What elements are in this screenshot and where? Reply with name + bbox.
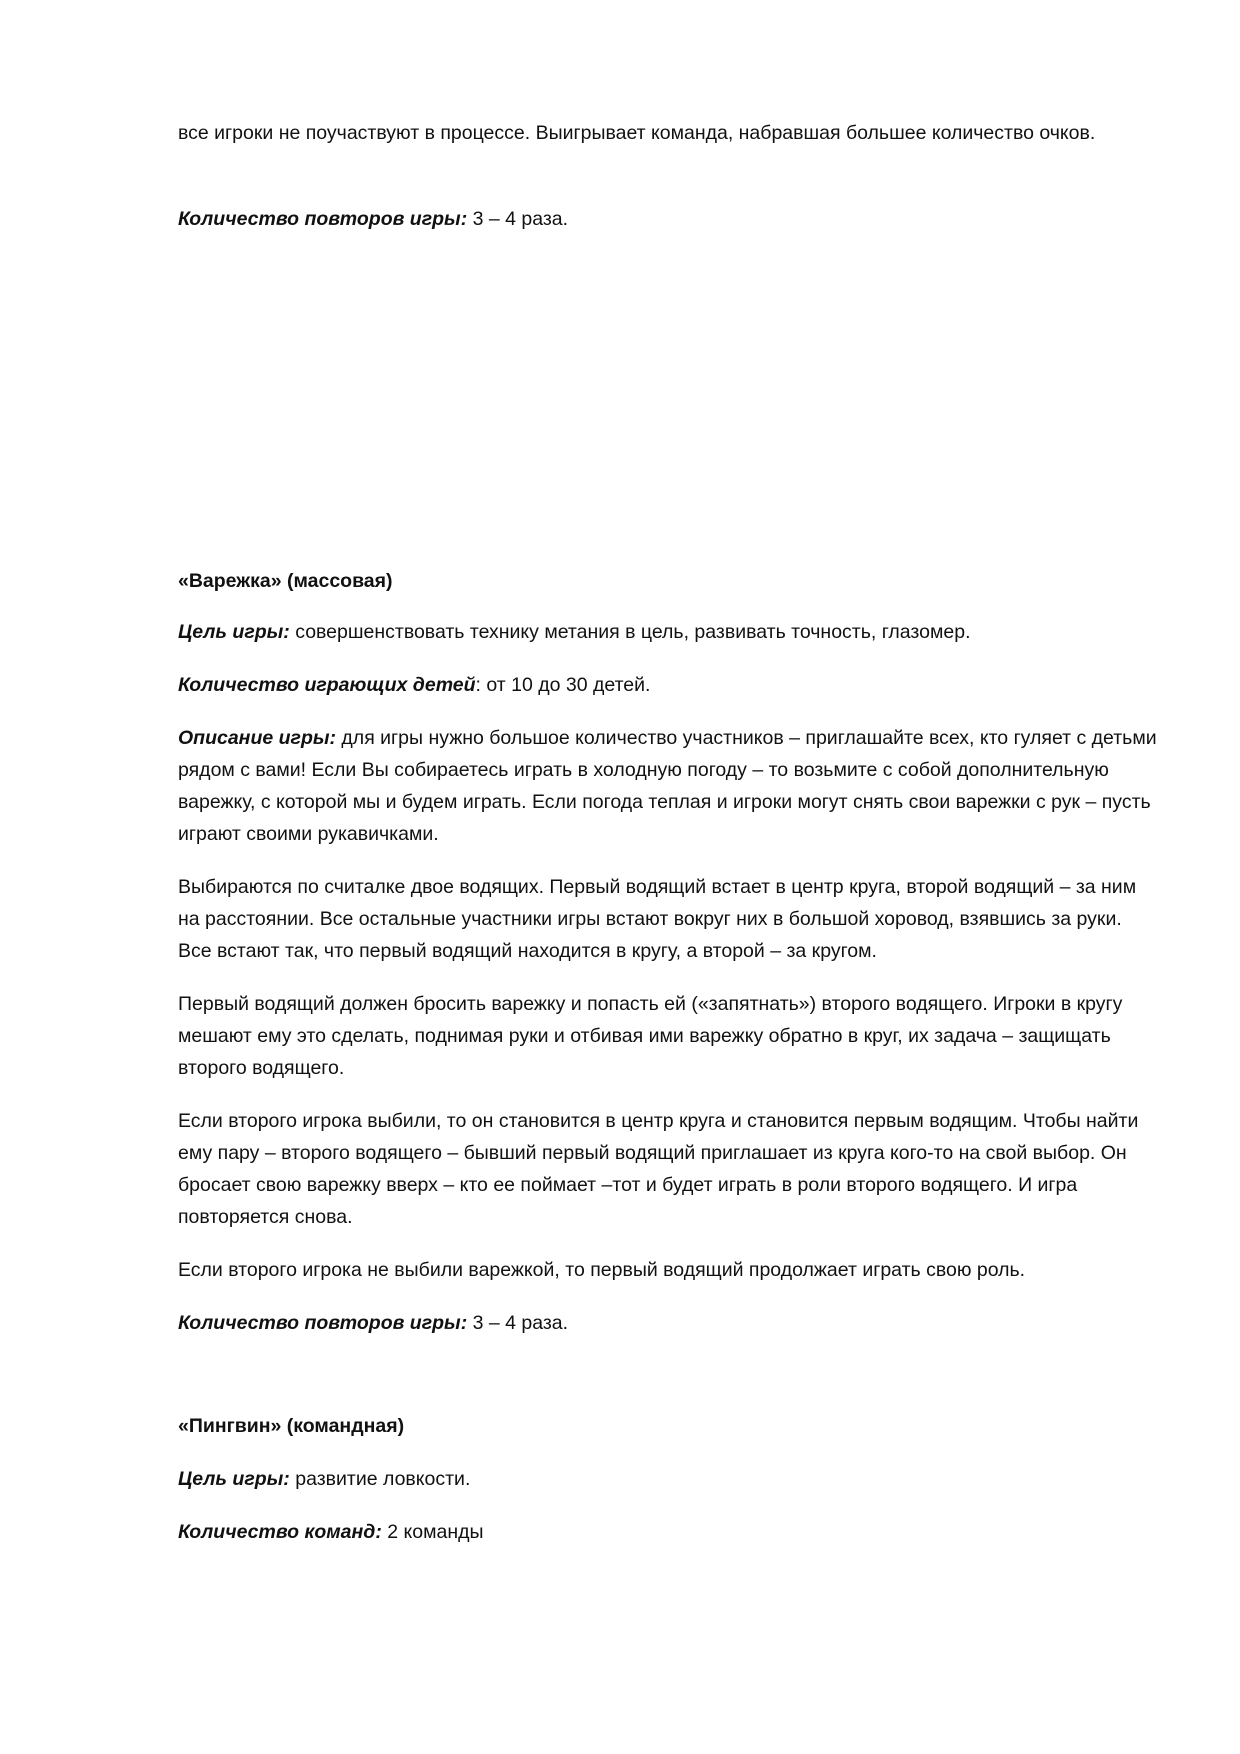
game1-goal-line bbox=[178, 616, 1158, 648]
goal-value: совершенствовать технику метания в цель, развивать точность, глазомер. bbox=[289, 621, 971, 643]
paragraph-text: Если второго игрока не выбили варежкой, то первый водящий продолжает играть свою роль. bbox=[178, 1259, 1026, 1281]
paragraph-text: Первый водящий должен бросить варежку и попасть ей («запятнать») второго водящего. Игроки в кругу мешают ему это сделать, поднимая руки и отбивая ими варежку обратно в круг, их задача – защищать второго водящего. bbox=[178, 993, 1123, 1079]
top-repeats-line bbox=[178, 203, 1158, 235]
teams-label: Количество команд: bbox=[178, 1521, 382, 1543]
game1-title bbox=[178, 565, 1158, 597]
repeats-label: Количество повторов игры: bbox=[178, 208, 468, 230]
game2-teams-line bbox=[178, 1516, 1158, 1548]
game2-goal-line bbox=[178, 1463, 1158, 1495]
game1-description bbox=[178, 722, 1158, 850]
teams-value: 2 команды bbox=[381, 1521, 484, 1543]
repeats-value: 3 – 4 раза. bbox=[467, 1312, 569, 1334]
repeats-value: 3 – 4 раза. bbox=[467, 208, 569, 230]
repeats-label: Количество повторов игры: bbox=[178, 1312, 468, 1334]
game1-paragraph-1 bbox=[178, 871, 1158, 967]
game2-title bbox=[178, 1410, 1158, 1442]
game1-paragraph-4 bbox=[178, 1254, 1158, 1286]
game1-paragraph-3 bbox=[178, 1105, 1158, 1233]
players-value: : от 10 до 30 детей. bbox=[475, 674, 651, 696]
goal-value: развитие ловкости. bbox=[289, 1468, 471, 1490]
desc-value: для игры нужно большое количество участников – приглашайте всех, кто гуляет с детьми рядом с вами! Если Вы собираетесь играть в холодную погоду – то возьмите с собой дополнительную варежку, с которой мы и будем играть. Если погода теплая и игроки могут снять свои варежки с рук – пусть играют своими рукавичками. bbox=[178, 727, 1157, 845]
players-label: Количество играющих детей bbox=[178, 674, 476, 696]
game1-players-line bbox=[178, 669, 1158, 701]
game1-paragraph-2 bbox=[178, 988, 1158, 1084]
game1-title-text: «Варежка» (массовая) bbox=[178, 570, 393, 592]
game1-repeats-line bbox=[178, 1307, 1158, 1339]
paragraph-text: Если второго игрока выбили, то он становится в центр круга и становится первым водящим. Чтобы найти ему пару – второго водящего – бывший первый водящий приглашает из круга кого-то на свой выбор. Он бросает свою варежку вверх – кто ее поймает –тот и будет играть в роли второго водящего. И игра повторяется снова. bbox=[178, 1110, 1139, 1228]
continuation-text: все игроки не поучаствуют в процессе. Выигрывает команда, набравшая большее количество очков. bbox=[178, 122, 1096, 144]
paragraph-text: Выбираются по считалке двое водящих. Первый водящий встает в центр круга, второй водящий – за ним на расстоянии. Все остальные участники игры встают вокруг них в большой хоровод, взявшись за руки. Все встают так, что первый водящий находится в кругу, а второй – за кругом. bbox=[178, 876, 1137, 962]
game2-title-text: «Пингвин» (командная) bbox=[178, 1415, 405, 1437]
desc-label: Описание игры: bbox=[178, 727, 337, 749]
continuation-paragraph bbox=[178, 117, 1158, 149]
goal-label: Цель игры: bbox=[178, 621, 290, 643]
goal-label: Цель игры: bbox=[178, 1468, 290, 1490]
